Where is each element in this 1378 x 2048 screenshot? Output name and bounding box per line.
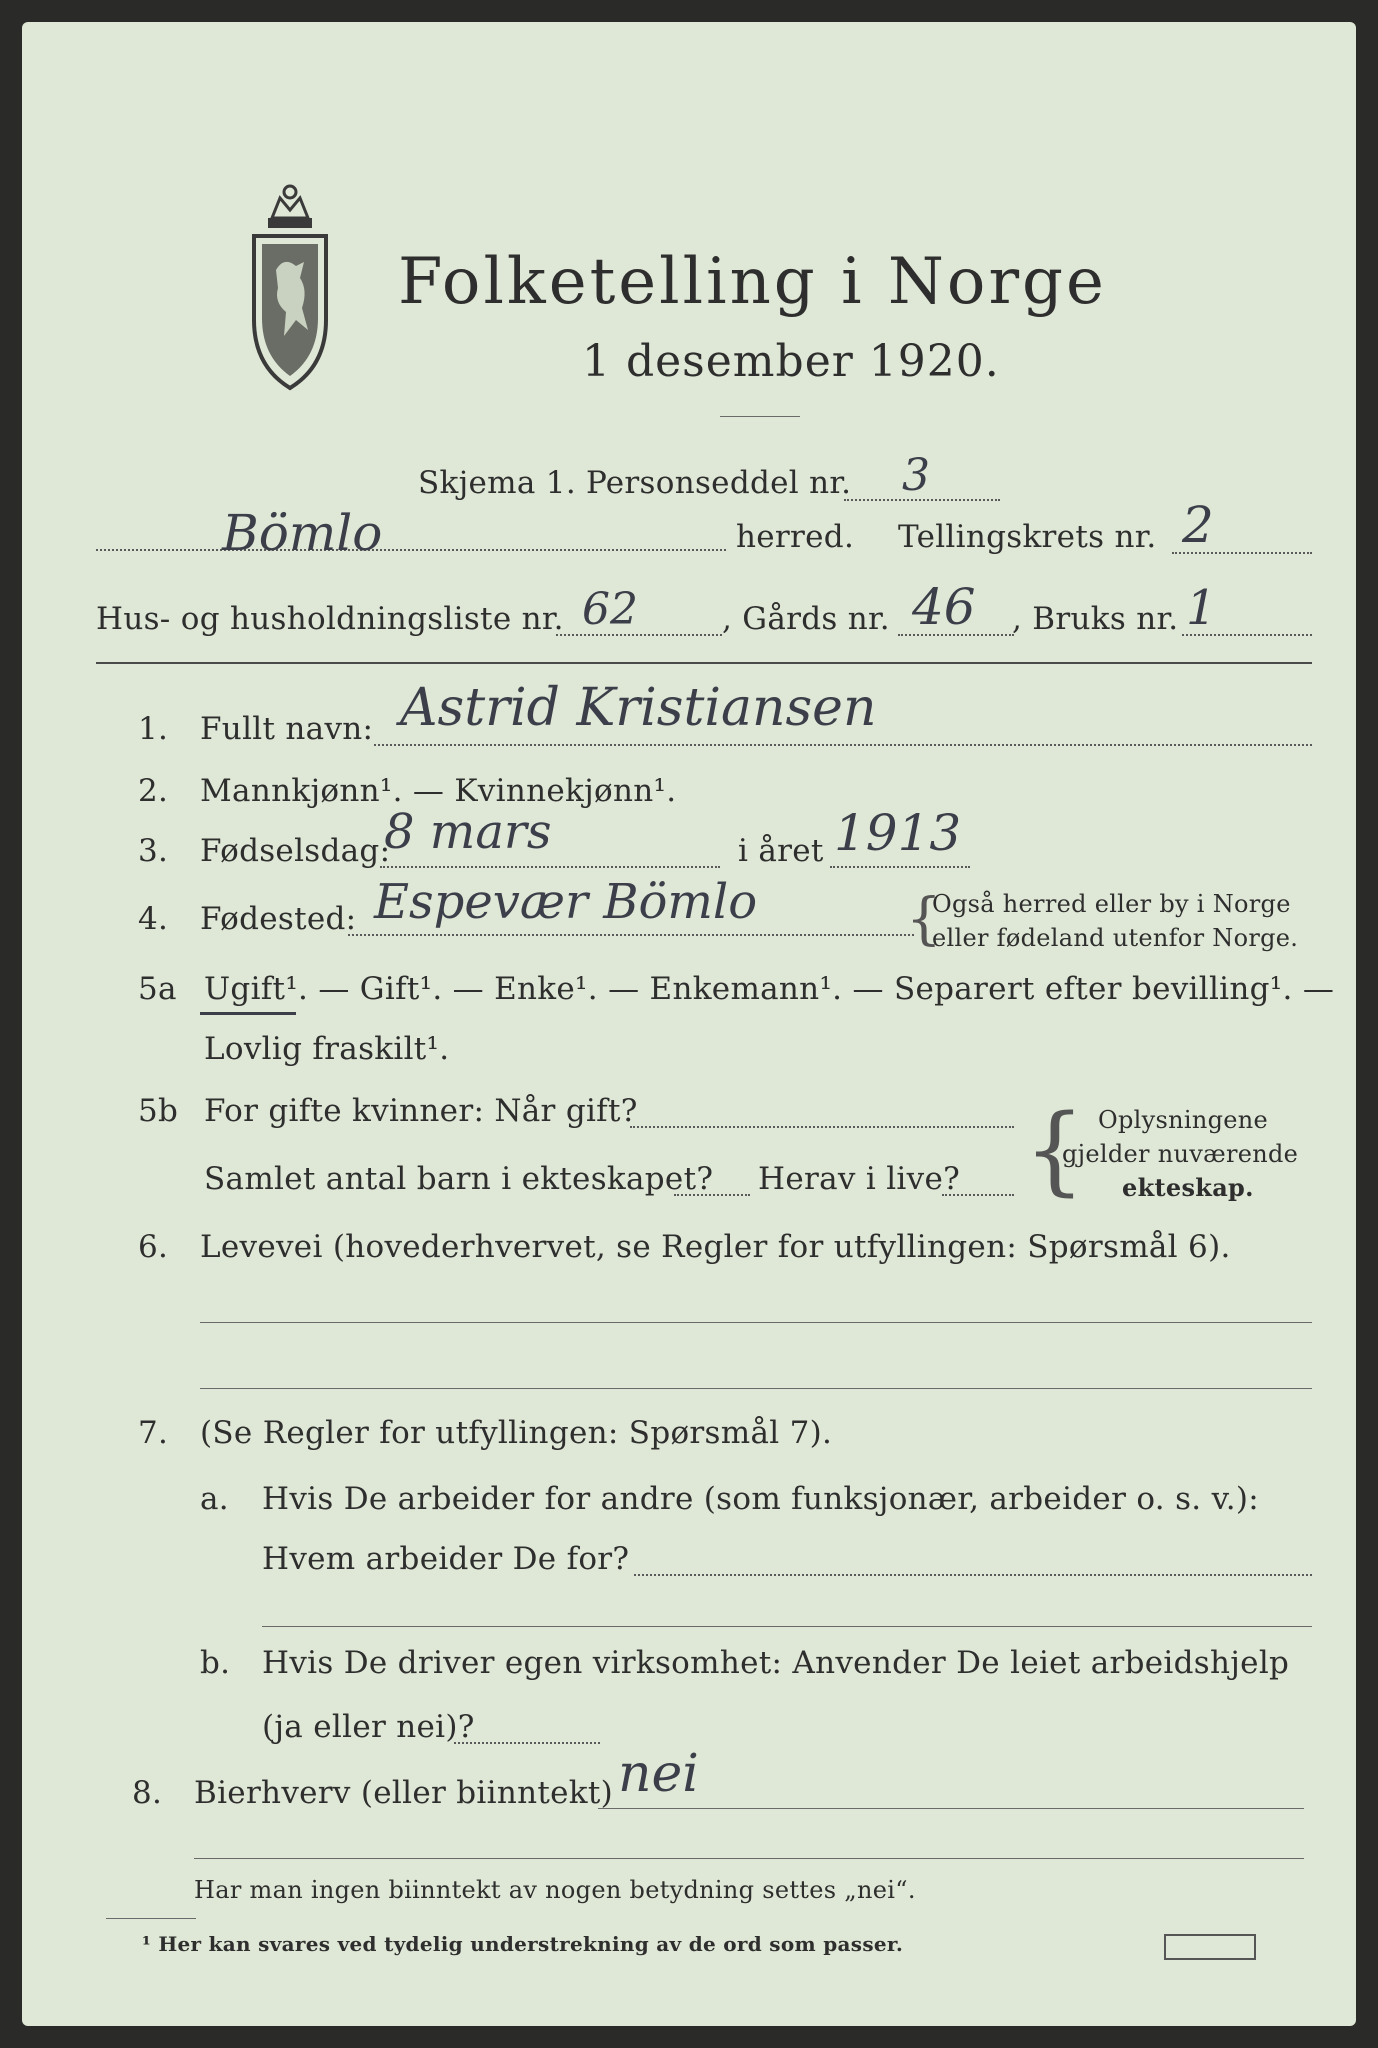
gards-value: 46 xyxy=(912,578,976,636)
q4-number: 4. xyxy=(138,901,169,937)
q5b-bracket: { xyxy=(1024,1094,1086,1206)
herred-value: Bömlo xyxy=(222,504,383,562)
census-form-page xyxy=(22,22,1356,2026)
q5a-number: 5a xyxy=(138,971,177,1007)
q7a-label-2: Hvem arbeider De for? xyxy=(262,1541,630,1577)
q1-label: Fullt navn: xyxy=(200,711,374,747)
hus-label: Hus- og husholdningsliste nr. xyxy=(96,601,564,637)
q7b-line xyxy=(454,1742,600,1744)
bruks-label: , Bruks nr. xyxy=(1012,601,1179,637)
q7b-label: Hvis De driver egen virksomhet: Anvender De leiet arbeidshjelp xyxy=(262,1645,1290,1681)
hus-value: 62 xyxy=(582,584,638,635)
q2-number: 2. xyxy=(138,773,169,809)
form-date: 1 desember 1920. xyxy=(582,336,1000,387)
q7-label: (Se Regler for utfyllingen: Spørsmål 7). xyxy=(200,1415,833,1451)
q6-label: Levevei (hovederhvervet, se Regler for utfyllingen: Spørsmål 6). xyxy=(200,1229,1231,1265)
q8-label: Bierhverv (eller biinntekt) xyxy=(194,1775,614,1811)
q4-note-2: eller fødeland utenfor Norge. xyxy=(932,924,1299,952)
title-divider xyxy=(720,416,800,417)
skjema-label: Skjema 1. xyxy=(418,465,576,501)
q5b-label-3: Herav i live? xyxy=(758,1161,961,1197)
q7b-label-2: (ja eller nei)? xyxy=(262,1709,475,1745)
q7a-line xyxy=(634,1574,1312,1576)
q6-number: 6. xyxy=(138,1229,169,1265)
q3-label: Fødselsdag: xyxy=(200,833,391,869)
q5b-note-3: ekteskap. xyxy=(1122,1173,1254,1202)
q4-value: Espevær Bömlo xyxy=(374,874,758,930)
q1-number: 1. xyxy=(138,711,169,747)
q3-year-value: 1913 xyxy=(834,804,962,862)
form-title: Folketelling i Norge xyxy=(398,245,1107,319)
header-divider xyxy=(96,662,1312,664)
q5b-line xyxy=(630,1126,1014,1128)
q8-line xyxy=(598,1808,1304,1809)
q3-year-label: i året xyxy=(738,833,824,869)
q5a-underline-mark xyxy=(200,1012,296,1015)
q1-value: Astrid Kristiansen xyxy=(400,678,877,738)
q6-line-2 xyxy=(200,1388,1312,1389)
q8-line-2 xyxy=(194,1858,1304,1859)
footnote: ¹ Her kan svares ved tydelig understrekning av de ord som passer. xyxy=(142,1932,904,1956)
q5a-label-2: Lovlig fraskilt¹. xyxy=(204,1031,450,1067)
footnote-divider xyxy=(106,1918,196,1919)
q7a-label: Hvis De arbeider for andre (som funksjonær, arbeider o. s. v.): xyxy=(262,1481,1260,1517)
q5b-line-2 xyxy=(674,1194,750,1196)
q3-number: 3. xyxy=(138,833,169,869)
q7b-number: b. xyxy=(200,1645,231,1681)
q5b-note-2: gjelder nuværende xyxy=(1062,1140,1299,1168)
q7-number: 7. xyxy=(138,1415,169,1451)
bruks-value: 1 xyxy=(1186,580,1217,636)
q4-bracket: { xyxy=(906,887,942,952)
q5a-label: Ugift¹. — Gift¹. — Enke¹. — Enkemann¹. — Separert efter bevilling¹. — xyxy=(204,971,1335,1007)
q4-label: Fødested: xyxy=(200,901,357,937)
q5b-label: For gifte kvinner: Når gift? xyxy=(204,1093,638,1129)
herred-line xyxy=(96,549,726,551)
q3-year-line xyxy=(830,866,970,868)
q5b-note-1: Oplysningene xyxy=(1098,1106,1269,1134)
q4-line xyxy=(348,934,914,936)
personseddel-label: Personseddel nr. xyxy=(586,465,852,501)
tellingskrets-value: 2 xyxy=(1182,496,1214,554)
tellingskrets-label: Tellingskrets nr. xyxy=(898,519,1157,555)
q8-value: nei xyxy=(618,1744,699,1804)
footer-note: Har man ingen biinntekt av nogen betydning settes „nei“. xyxy=(194,1876,916,1904)
hus-line xyxy=(556,634,722,636)
q6-line-1 xyxy=(200,1322,1312,1323)
norway-coat-of-arms-icon xyxy=(250,170,330,392)
q7a-number: a. xyxy=(200,1481,229,1517)
q2-label: Mannkjønn¹. — Kvinnekjønn¹. xyxy=(200,773,677,809)
q8-number: 8. xyxy=(132,1775,163,1811)
q7a-line-2 xyxy=(262,1626,1312,1627)
q4-note-1: Også herred eller by i Norge xyxy=(932,890,1291,918)
q3-value: 8 mars xyxy=(384,804,552,860)
herred-label: herred. xyxy=(736,519,855,555)
gards-label: , Gårds nr. xyxy=(722,601,890,637)
q5b-label-2: Samlet antal barn i ekteskapet? xyxy=(204,1161,714,1197)
personseddel-value: 3 xyxy=(902,450,930,501)
printer-stamp xyxy=(1164,1934,1256,1960)
q1-line xyxy=(374,744,1312,746)
q3-line xyxy=(380,866,720,868)
q5b-number: 5b xyxy=(138,1093,179,1129)
q5b-line-3 xyxy=(942,1194,1014,1196)
